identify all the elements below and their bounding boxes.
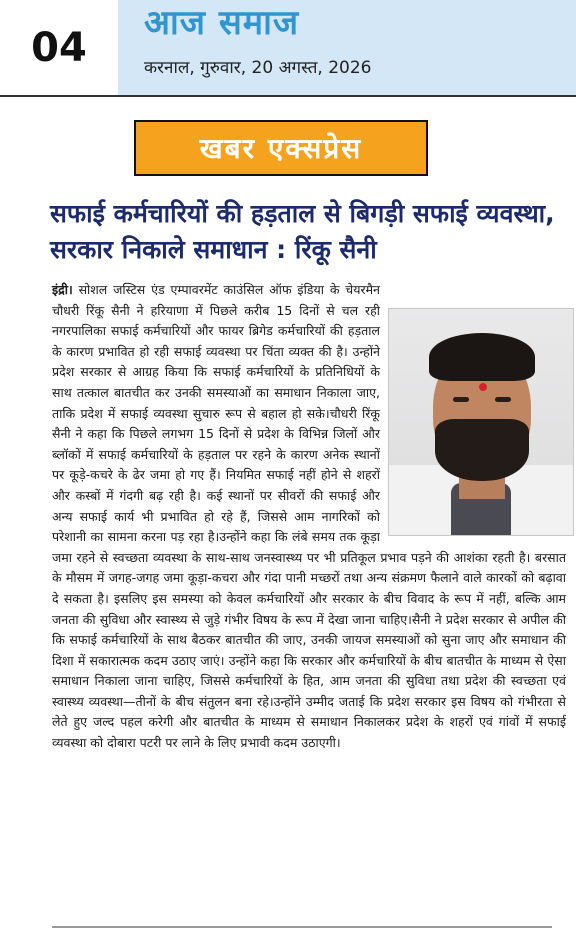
portrait-photo (388, 308, 574, 536)
bottom-divider (52, 926, 552, 928)
masthead (0, 0, 576, 97)
masthead-banner (118, 0, 576, 95)
newspaper-name: आज समाज (144, 3, 300, 43)
page-number-box (0, 0, 118, 95)
photo-tilak (479, 383, 487, 391)
article-body (52, 280, 566, 754)
section-label-box (134, 120, 428, 176)
photo-eye-left (453, 397, 469, 402)
article-dateline-place: इंद्री। (52, 282, 73, 297)
photo-beard (435, 419, 529, 481)
article-headline: सफाई कर्मचारियों की हड़ताल से बिगड़ी सफाई व्यवस्था, सरकार निकाले समाधान : रिंकू सैनी (50, 199, 555, 264)
article-body-text: सोशल जस्टिस एंड एम्पावरमेंट काउंसिल ऑफ इंडिया के चेयरमैन चौधरी रिंकू सैनी ने हरियाणा में पिछले करीब 15 दिनों से चल रही नगरपालिका सफाई कर्मचारियों और फायर ब्रिगेड कर्मचारियों की हड़ताल के कारण प्रभावित हो रही सफाई व्यवस्था पर चिंता व्यक्त की है। उन्होंने प्रदेश सरकार से आग्रह किया कि सफाई कर्मचारियों के प्रतिनिधियों के साथ तत्काल बातचीत कर उनकी समस्याओं का समाधान निकाला जाए, ताकि प्रदेश में सफाई व्यवस्था सुचारु रूप से बहाल हो सके।चौधरी रिंकू सैनी ने कहा कि पिछले लगभग 15 दिनों से प्रदेश के विभिन्न जिलों और ब्लॉकों में सफाई कर्मचारियों के हड़ताल पर रहने के कारण अनेक स्थानों पर कूड़े-कचरे के ढेर जमा हो गए हैं। नियमित सफाई नहीं होने से शहरों और कस्बों में गंदगी बढ़ रही है। कई स्थानों पर सीवरों की सफाई और अन्य सफाई कार्य भी प्रभावित हो रहे हैं, जिससे आम नागरिकों को परेशानी का सामना करना पड़ रहा है।उन्होंने कहा कि लंबे समय तक कूड़ा जमा रहने से स्वच्छता व्यवस्था के साथ-साथ जनस्वास्थ्य पर भी प्रतिकूल प्रभाव पड़ने की आशंका रहती है। बरसात के मौसम में जगह-जगह जमा कूड़ा-कचरा और गंदा पानी मच्छरों तथा अन्य संक्रमण फैलाने वाले कारकों को बढ़ावा दे सकता है। इसलिए इस समस्या को केवल कर्मचारियों और सरकार के बीच विवाद के रूप में नहीं, बल्कि आम जनता की सुविधा और स्वास्थ्य से जुड़े गंभीर विषय के रूप में देखा जाना चाहिए।सैनी ने प्रदेश सरकार से अपील की कि सफाई कर्मचारियों के साथ बैठकर बातचीत की जाए, उनकी जायज समस्याओं को सुना जाए और समाधान की दिशा में सकारात्मक कदम उठाए जाएं। उन्होंने कहा कि सरकार और कर्मचारियों के बीच बातचीत के माध्यम से ऐसा समाधान निकाला जाना चाहिए, जिससे कर्मचारियों के हित, आम जनता की सुविधा तथा प्रदेश की स्वच्छता एवं स्वास्थ्य व्यवस्था—तीनों के बीच संतुलन बना रहे।उन्होंने उम्मीद जताई कि प्रदेश सरकार इस विषय को गंभीरता से लेते हुए जल्द पहल करेगी और बातचीत के माध्यम से समाधान निकालकर प्रदेश के शहरों एवं गांवों में सफाई व्यवस्था को दोबारा पटरी पर लाने के लिए प्रभावी कदम उठाएगी। (52, 282, 566, 751)
edition-dateline: करनाल, गुरुवार, 20 अगस्त, 2026 (144, 58, 372, 78)
photo-eye-right (495, 397, 511, 402)
section-label: खबर एक्सप्रेस (199, 132, 363, 165)
page-number: 04 (31, 24, 87, 71)
photo-hair (429, 333, 535, 381)
